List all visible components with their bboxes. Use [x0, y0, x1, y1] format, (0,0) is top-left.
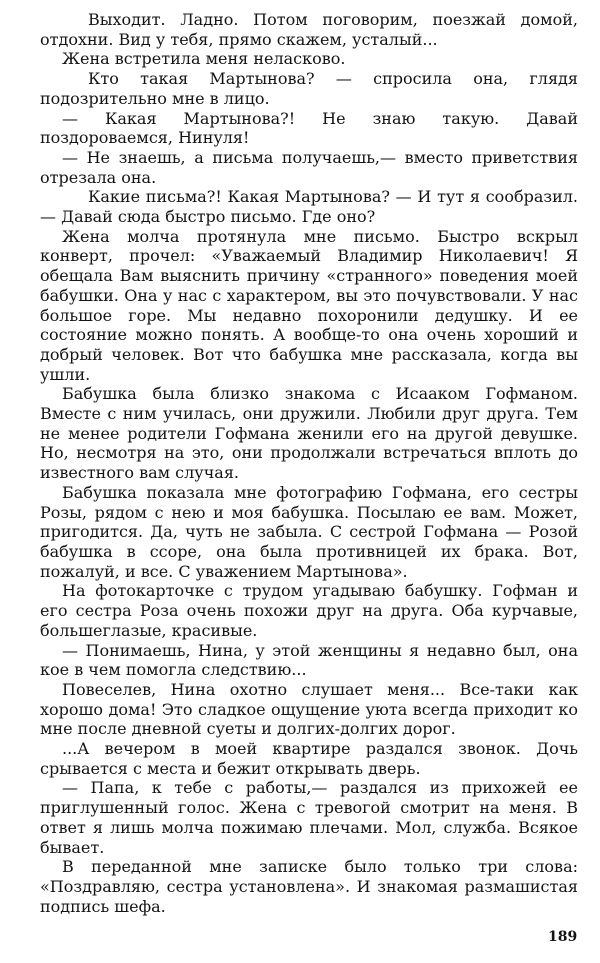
paragraph-4: — Какая Мартынова?! Не знаю такую. Давай поздороваемся, Нинуля!: [40, 108, 578, 148]
paragraph-7: Жена молча протянула мне письмо. Быстро вскрыл конверт, прочел: «Уважаемый Владимир Николаевич! Я обещала Вам выяснить причину «странного» поведения моей бабушки. Она у нас с характером, вы это почувствовали. У нас большое горе. Мы недавно похоронили дедушку. И ее состояние можно понять. А вообще-то она очень хороший и добрый человек. Вот что бабушка мне рассказала, когда вы ушли.: [40, 226, 578, 384]
paragraph-13: ...А вечером в моей квартире раздался звонок. Дочь срывается с места и бежит открывать дверь.: [40, 739, 578, 778]
paragraph-15: В переданной мне записке было только три слова: «Поздравляю, сестра установлена». И знакомая размашистая подпись шефа.: [40, 857, 578, 916]
paragraph-5: — Не знаешь, а письма получаешь,— вместо приветствия отрезала она.: [40, 147, 578, 187]
page-number: 189: [548, 929, 578, 945]
paragraph-1: Выходит. Ладно. Потом поговорим, поезжай домой, отдохни. Вид у тебя, прямо скажем, усталый...: [40, 10, 578, 49]
paragraph-10: На фотокарточке с трудом угадываю бабушку. Гофман и его сестра Роза очень похожи друг на друга. Оба курчавые, большеглазые, красивые.: [40, 581, 578, 640]
paragraph-2: Жена встретила меня неласково.: [62, 49, 346, 69]
body-text: [40, 10, 578, 916]
paragraph-14: — Папа, к тебе с работы,— раздался из прихожей ее приглушенный голос. Жена с тревогой смотрит на меня. В ответ я лишь молча пожимаю плечами. Мол, служба. Всякое бывает.: [40, 778, 578, 857]
paragraph-11: — Понимаешь, Нина, у этой женщины я недавно был, она кое в чем помогла следствию...: [40, 640, 578, 680]
paragraph-6: Какие письма?! Какая Мартынова? — И тут я сообразил.— Давай сюда быстро письмо. Где оно?: [40, 187, 578, 227]
paragraph-12: Повеселев, Нина охотно слушает меня... Все-таки как хорошо дома! Это сладкое ощущение уюта всегда приходит ко мне после дневной суеты и долгих-долгих дорог.: [40, 679, 578, 739]
paragraph-8: Бабушка была близко знакома с Исааком Гофманом. Вместе с ним училась, они дружили. Любили друг друга. Тем не менее родители Гофмана женили его на другой девушке. Но, несмотря на это, они продолжали встречаться вплоть до известного вам случая.: [40, 384, 578, 483]
paragraph-3: Кто такая Мартынова? — спросила она, глядя подозрительно мне в лицо.: [40, 69, 578, 108]
paragraph-9: Бабушка показала мне фотографию Гофмана, его сестры Розы, рядом с нею и моя бабушка. Посылаю ее вам. Может, пригодится. Да, чуть не забыла. С сестрой Гофмана — Розой бабушка в ссоре, она была противницей их брака. Вот, пожалуй, и все. С уважением Мартынова».: [40, 482, 578, 581]
